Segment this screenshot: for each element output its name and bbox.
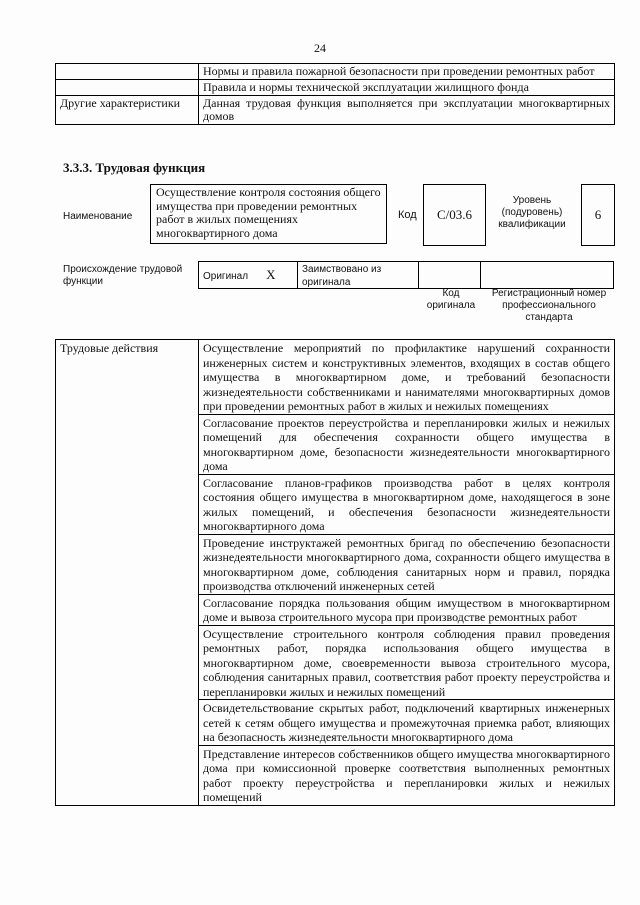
labor-action-item: Освидетельствование скрытых работ, подключений квартирных инженерных сетей к сетям общего имущества и промежуточная приемка работ, влияющих на безопасность жизнедеятельности многоквартирного дома xyxy=(199,700,615,746)
labor-action-item: Согласование проектов переустройства и перепланировки жилых и нежилых помещений для обеспечения сохранности общего имущества в многоквартирном доме, безопасности жизнедеятельности многоквартирного дома xyxy=(199,414,615,474)
table-row xyxy=(56,96,615,125)
name-label: Наименование xyxy=(63,211,133,222)
labor-action-item: Осуществление мероприятий по профилактике нарушений сохранности инженерных систем и конструктивных элементов, входящих в состав общего имущества в многоквартирном доме, и требований безопасности жизнедеятельности собственниками и нанимателями многоквартирных домов при проведении ремонтных работ в жилых и нежилых помещениях xyxy=(199,340,615,415)
row-text: Правила и нормы технической эксплуатации жилищного фонда xyxy=(199,80,615,96)
original-label: Оригинал xyxy=(203,271,249,282)
row-label: Другие характеристики xyxy=(56,96,199,125)
labor-action-item: Согласование планов-графиков производства работ в целях контроля состояния общего имущества в многоквартирном доме, находящегося в зоне жилых помещений, и обеспечения безопасности жизнедеятельности многоквартирного дома xyxy=(199,474,615,534)
origin-label: Происхождение трудовой функции xyxy=(63,264,183,287)
row-label xyxy=(56,80,199,96)
origin-code-caption: Код оригинала xyxy=(426,288,476,311)
labor-action-item: Осуществление строительного контроля соблюдения правил проведения ремонтных работ, порядка использования общего имущества в многоквартирном доме, своевременности вывоза строительного мусора, соблюдения санитарных правил, соответствия работ проекту переустройства и перепланировки жилых и нежилых помещений xyxy=(199,625,615,700)
labor-actions-label: Трудовые действия xyxy=(56,340,199,806)
table-row xyxy=(56,340,615,415)
table-row xyxy=(56,64,615,80)
code-label: Код xyxy=(398,209,417,221)
row-text: Данная трудовая функция выполняется при эксплуатации многоквартирных домов xyxy=(199,96,615,125)
reg-number-caption: Регистрационный номер профессионального стандарта xyxy=(491,288,607,323)
continuation-table xyxy=(55,63,615,125)
labor-action-item: Представление интересов собственников общего имущества многоквартирного дома при комиссионной проверке соответствия выполненных ремонтных работ проекту переустройства и перепланировки жилых и нежилых помещений xyxy=(199,745,615,805)
level-label: Уровень (подуровень) квалификации xyxy=(498,195,566,230)
table-row xyxy=(56,80,615,96)
page-number: 24 xyxy=(314,41,326,55)
labor-actions-table xyxy=(55,339,615,806)
code-value: C/03.6 xyxy=(423,184,486,246)
original-cell xyxy=(199,262,298,289)
level-value: 6 xyxy=(581,184,615,246)
origin-code-cell xyxy=(419,262,481,289)
section-heading: 3.3.3. Трудовая функция xyxy=(63,160,206,175)
row-text: Нормы и правила пожарной безопасности при проведении ремонтных работ xyxy=(199,64,615,80)
row-label xyxy=(56,64,199,80)
borrowed-label: Заимствовано из оригинала xyxy=(302,264,382,288)
function-name-value: Осуществление контроля состояния общего имущества при проведении ремонтных работ в жилых помещениях многоквартирного дома xyxy=(150,184,387,244)
labor-action-item: Согласование порядка пользования общим имуществом в многоквартирном доме и вывоза строительного мусора при производстве ремонтных работ xyxy=(199,594,615,625)
reg-number-cell xyxy=(481,262,614,289)
origin-table xyxy=(198,261,614,289)
borrowed-cell xyxy=(298,262,419,289)
labor-action-item: Проведение инструктажей ремонтных бригад по обеспечению безопасности жизнедеятельности многоквартирного дома, сохранности общего имущества в многоквартирном доме, соблюдения санитарных норм и правил, порядка производства отключений инженерных сетей xyxy=(199,534,615,594)
original-mark: X xyxy=(266,267,276,282)
